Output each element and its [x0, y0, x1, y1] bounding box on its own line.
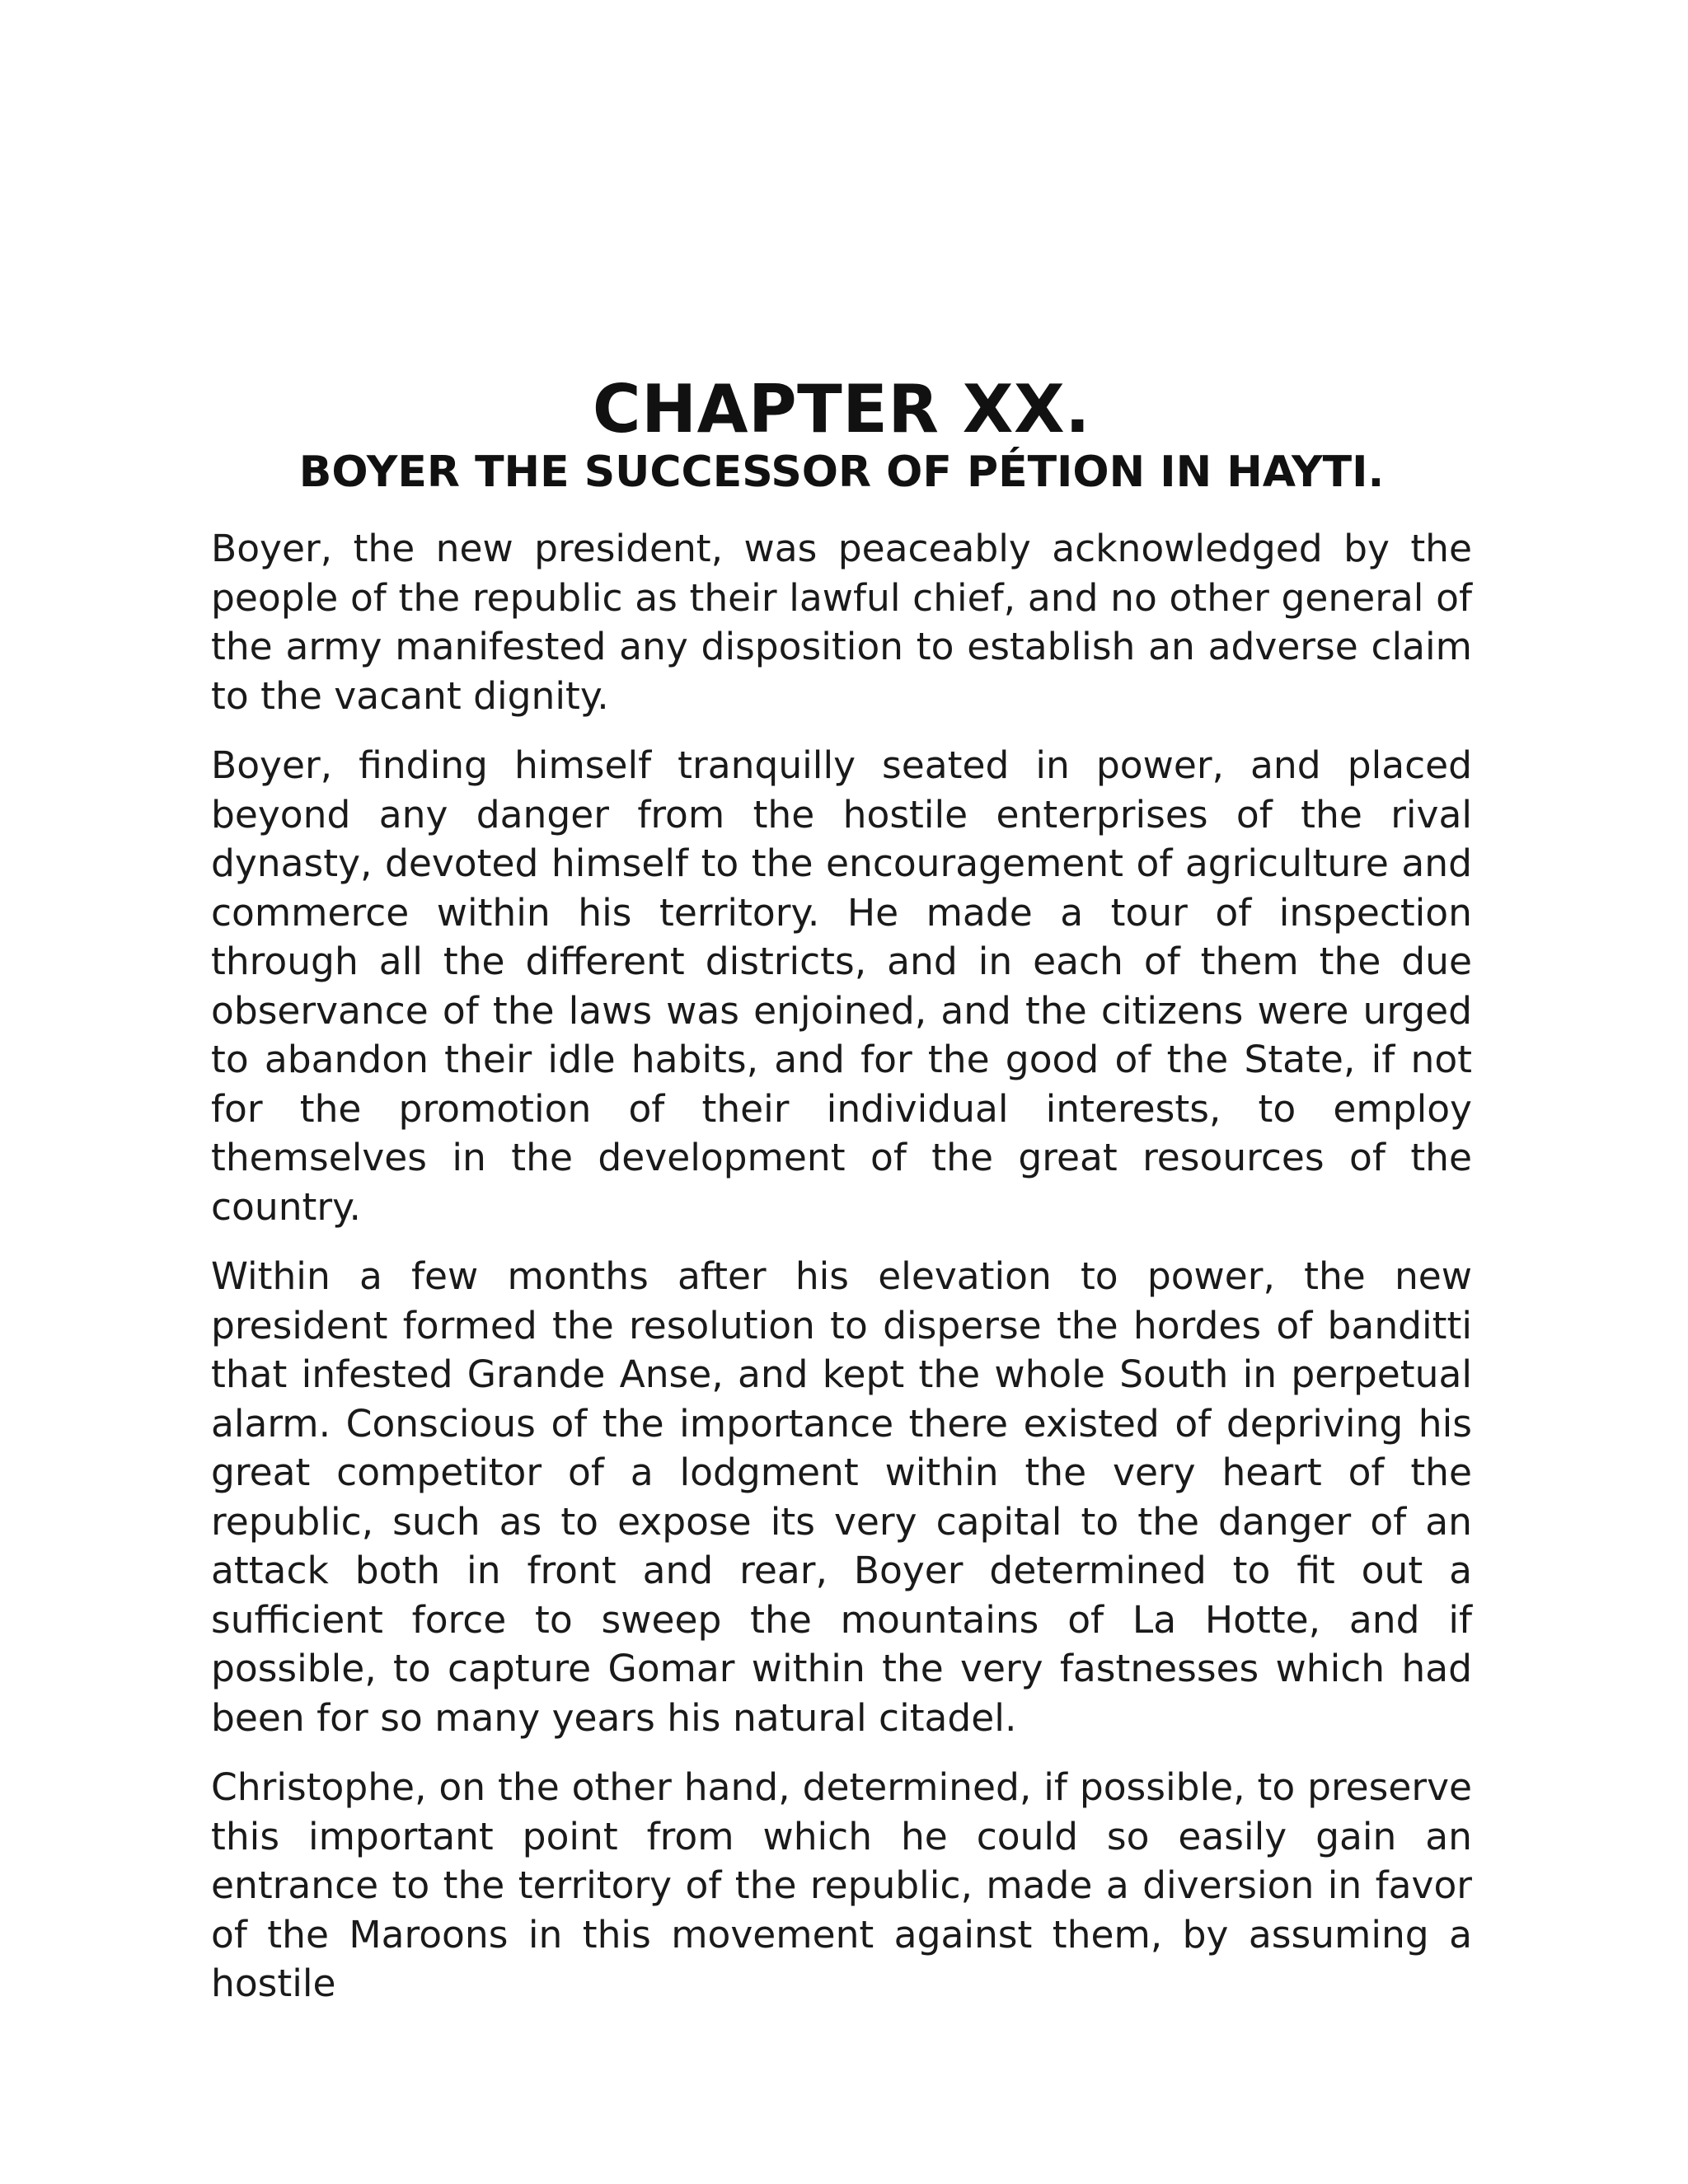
- paragraph: Boyer, the new president, was peaceably acknowledged by the people of the republic as their lawful chief, and no other general of the army manifested any disposition to establish an adverse claim to the vacant dignity.: [211, 527, 1472, 718]
- chapter-number: CHAPTER XX.: [592, 370, 1091, 448]
- paragraph: Christophe, on the other hand, determined, if possible, to preserve this important point from which he could so easily gain an entrance to the territory of the republic, made a diversion in favor of the Maroons in this movement against them, by assuming a hostile: [211, 1765, 1472, 2005]
- document-page: [211, 0, 1472, 2184]
- chapter-title: BOYER THE SUCCESSOR OF PÉTION IN HAYTI.: [298, 448, 1385, 498]
- paragraph: Within a few months after his elevation to power, the new president formed the resolution to disperse the hordes of banditti that infested Grande Anse, and kept the whole South in perpetual alarm. Conscious of the importance there existed of depriving his great competitor of a lodgment within the very heart of the republic, such as to expose its very capital to the danger of an attack both in front and rear, Boyer determined to fit out a sufficient force to sweep the mountains of La Hotte, and if possible, to capture Gomar within the very fastnesses which had been for so many years his natural citadel.: [211, 1254, 1472, 1740]
- chapter-body: [211, 524, 1472, 2029]
- paragraph: Boyer, finding himself tranquilly seated in power, and placed beyond any danger from the hostile enterprises of the rival dynasty, devoted himself to the encouragement of agriculture and commerce within his territory. He made a tour of inspection through all the different districts, and in each of them the due observance of the laws was enjoined, and the citizens were urged to abandon their idle habits, and for the good of the State, if not for the promotion of their individual interests, to employ themselves in the development of the great resources of the country.: [211, 743, 1472, 1229]
